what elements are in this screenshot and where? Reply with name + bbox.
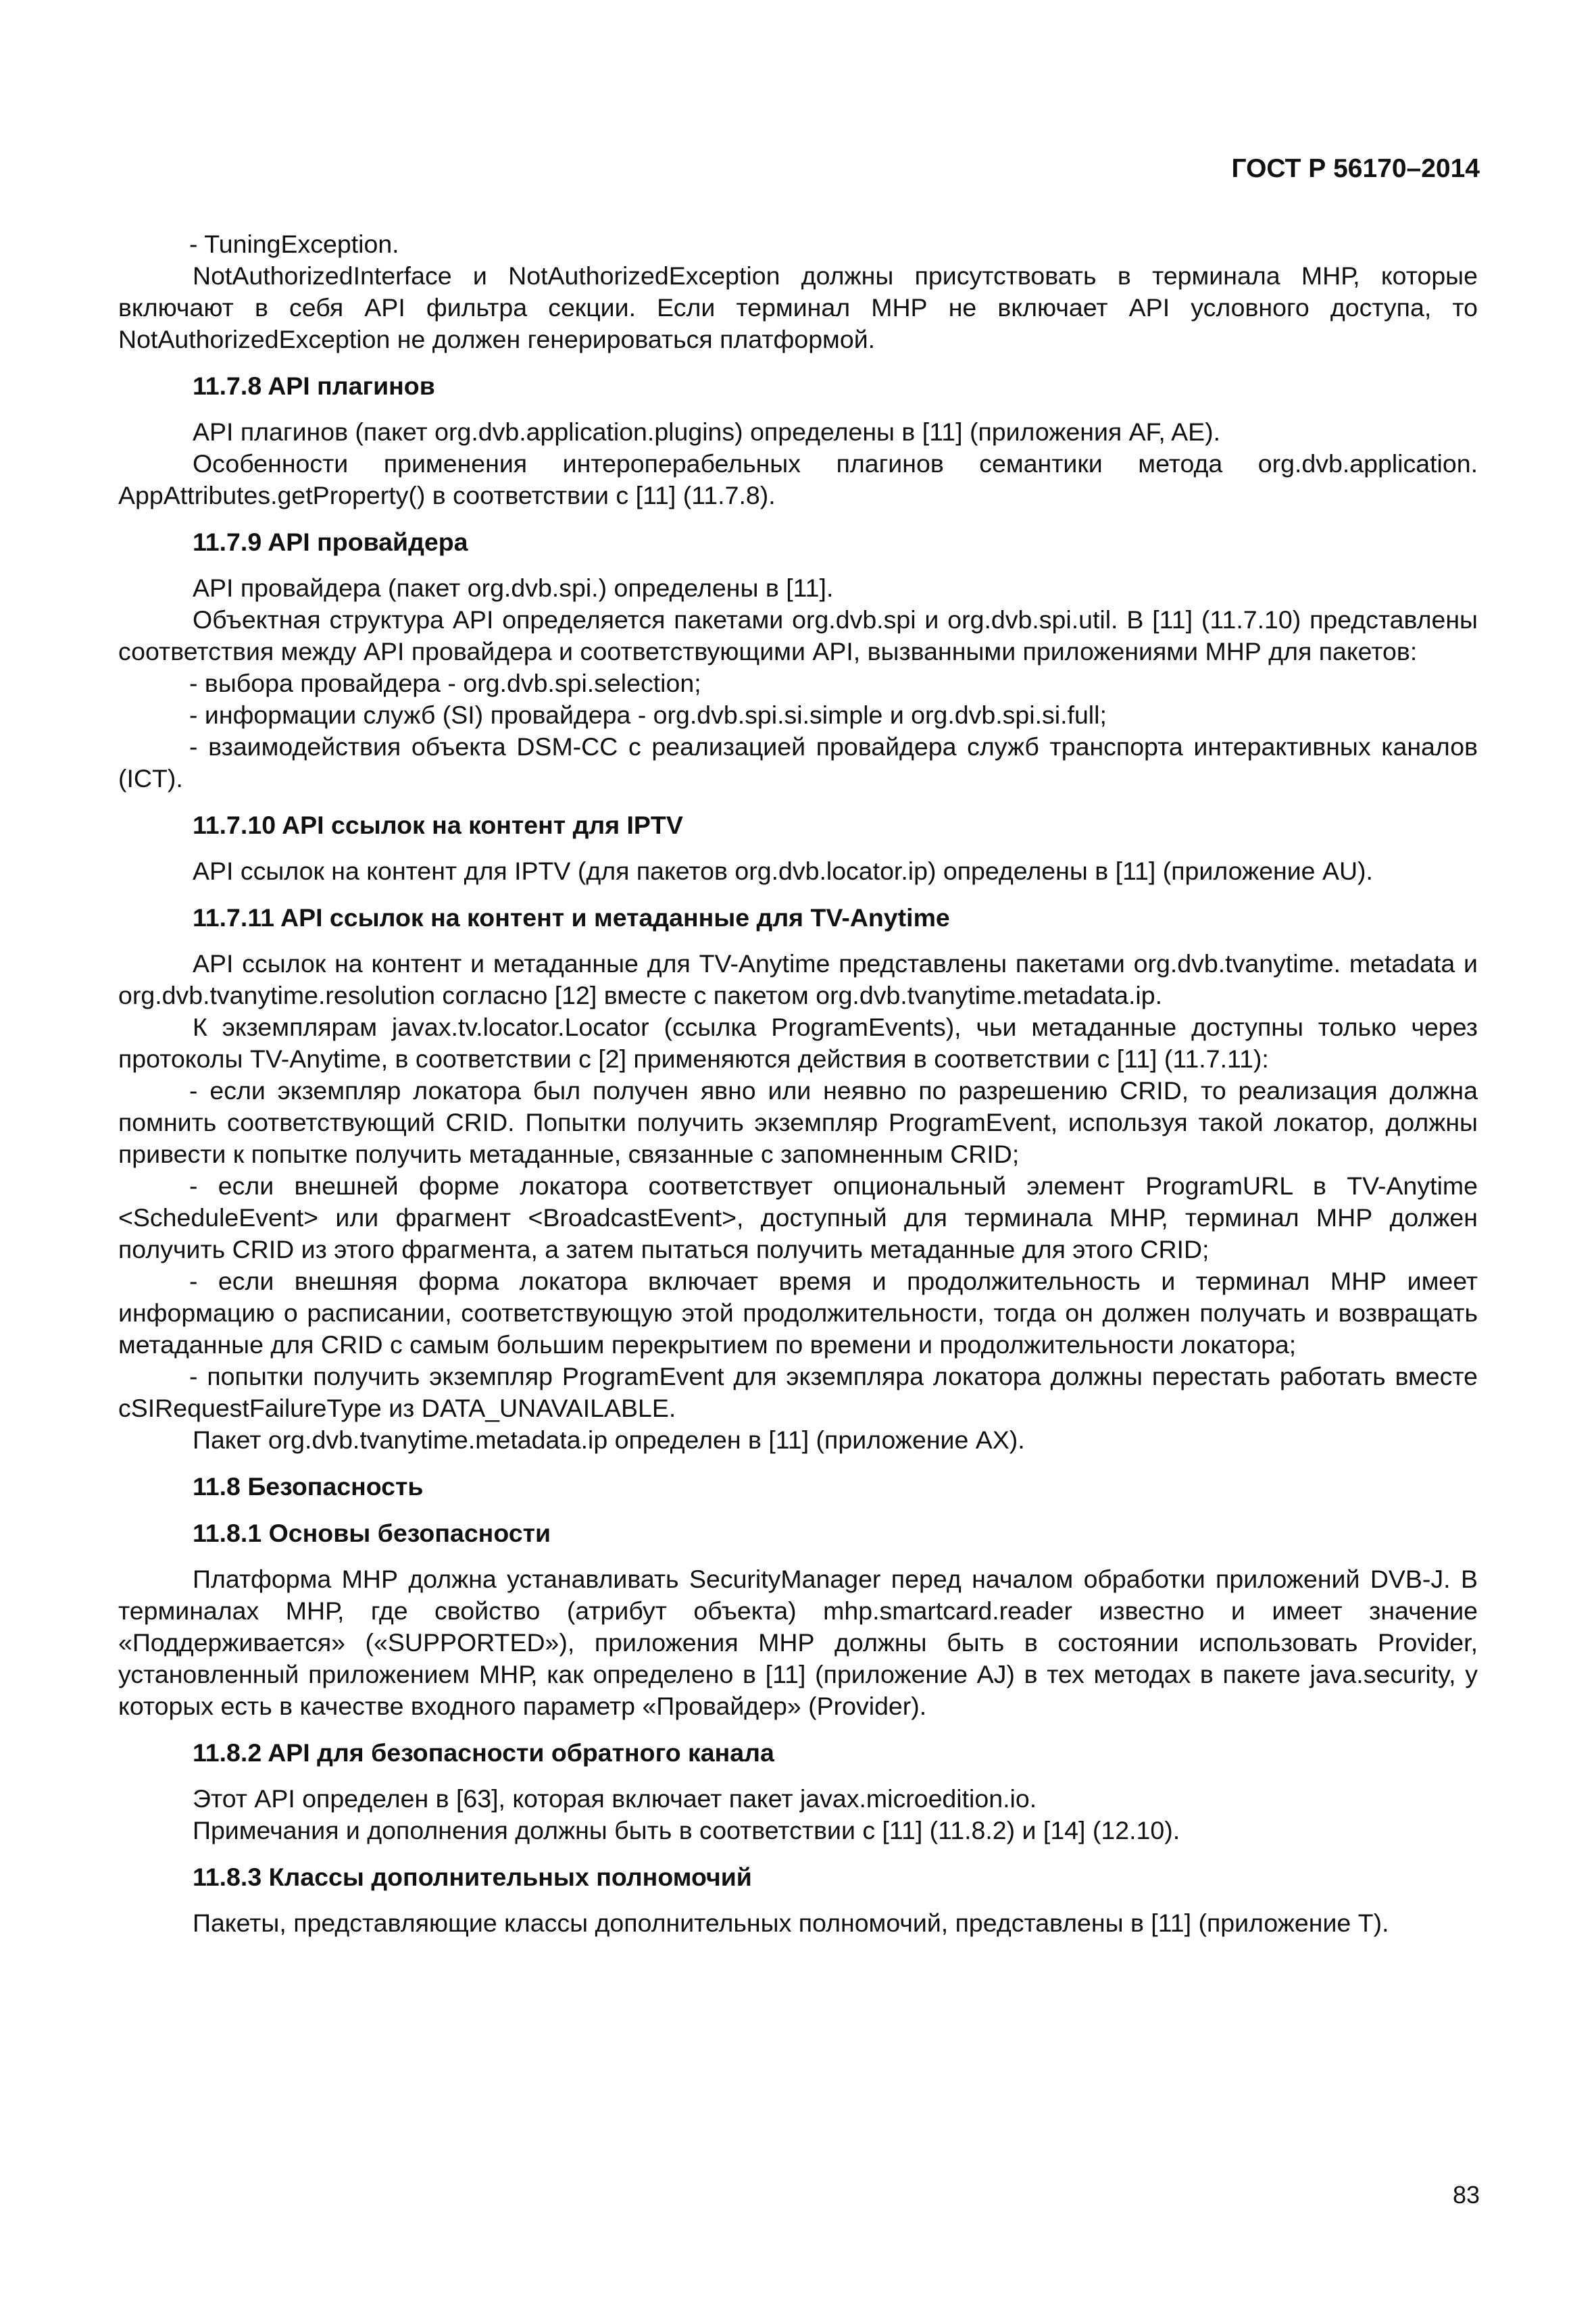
list-item: - информации служб (SI) провайдера - org.dvb.spi.si.simple и org.dvb.spi.si.full; bbox=[189, 701, 1107, 729]
document-header-id: ГОСТ Р 56170–2014 bbox=[1231, 154, 1480, 183]
list-item: - если внешняя форма локатора включает время и продолжительность и терминал МНР имеет информацию о расписании, соответствующую этой продолжительности, тогда он должен получать и возвращать метаданные для CRID с самым большим перекрытием по времени и продолжительности локатора; bbox=[118, 1267, 1478, 1359]
paragraph: Платформа МНР должна устанавливать SecurityManager перед началом обработки приложений DVB-J. В терминалах МНР, где свойство (атрибут объекта) mhp.smartcard.reader известно и имеет значение «Поддерживается» («SUPPORTED»), приложения МНР должны быть в состоянии использовать Provider, установленный приложением МНР, как определено в [11] (приложение AJ) в тех методах в пакете java.security, у которых есть в качестве входного параметр «Провайдер» (Provider). bbox=[118, 1565, 1478, 1720]
section-heading: 11.7.10 API ссылок на контент для IPTV bbox=[193, 811, 683, 839]
section-heading: 11.7.11 API ссылок на контент и метаданные для TV-Anytime bbox=[193, 903, 950, 932]
paragraph: API провайдера (пакет org.dvb.spi.) определены в [11]. bbox=[193, 574, 834, 602]
paragraph: К экземплярам javax.tv.locator.Locator (ссылка ProgramEvents), чьи метаданные доступны только через протоколы TV-Anytime, в соответствии с [2] применяются действия в соответствии с [11] (11.7.11): bbox=[118, 1013, 1478, 1073]
paragraph: API ссылок на контент для IPTV (для пакетов org.dvb.locator.ip) определены в [11] (приложение AU). bbox=[193, 857, 1373, 885]
paragraph: API ссылок на контент и метаданные для TV-Anytime представлены пакетами org.dvb.tvanytime. metadata и org.dvb.tvanytime.resolution согласно [12] вместе с пакетом org.dvb.tvanytime.metadata.ip. bbox=[118, 949, 1478, 1009]
list-item: - если экземпляр локатора был получен явно или неявно по разрешению CRID, то реализация должна помнить соответствующий CRID. Попытки получить экземпляр ProgramEvent, используя такой локатор, должны привести к попытке получить метаданные, связанные с запомненным CRID; bbox=[118, 1076, 1478, 1168]
section-heading: 11.7.8 API плагинов bbox=[193, 372, 435, 400]
list-item: - попытки получить экземпляр ProgramEvent для экземпляра локатора должны перестать работать вместе cSIRequestFailureType из DATA_UNAVAILABLE. bbox=[118, 1362, 1478, 1422]
paragraph: Объектная структура API определяется пакетами org.dvb.spi и org.dvb.spi.util. В [11] (11.7.10) представлены соответствия между API провайдера и соответствующими API, вызванными приложениями МНР для пакетов: bbox=[118, 605, 1478, 665]
paragraph: Особенности применения интероперабельных плагинов семантики метода org.dvb.application. AppAttributes.getProperty() в соответствии с [11] (11.7.8). bbox=[118, 449, 1478, 509]
paragraph: API плагинов (пакет org.dvb.application.plugins) определены в [11] (приложения AF, AE). bbox=[193, 418, 1221, 446]
paragraph: NotAuthorizedInterface и NotAuthorizedException должны присутствовать в терминала МНР, которые включают в себя API фильтра секции. Если терминал МНР не включает API условного доступа, то NotAuthorizedException не должен генерироваться платформой. bbox=[118, 261, 1478, 353]
section-heading: 11.8.2 API для безопасности обратного канала bbox=[193, 1738, 774, 1767]
section-heading: 11.8.3 Классы дополнительных полномочий bbox=[193, 1863, 752, 1891]
section-heading: 11.8 Безопасность bbox=[193, 1472, 424, 1501]
section-heading: 11.7.9 API провайдера bbox=[193, 528, 468, 556]
paragraph: Примечания и дополнения должны быть в соответствии с [11] (11.8.2) и [14] (12.10). bbox=[193, 1816, 1180, 1844]
list-item: - если внешней форме локатора соответствует опциональный элемент ProgramURL в TV-Anytime <ScheduleEvent> или фрагмент <BroadcastEvent>, доступный для терминала МНР, терминал МНР должен получить CRID из этого фрагмента, а затем пытаться получить метаданные для этого CRID; bbox=[118, 1172, 1478, 1263]
list-item: - взаимодействия объекта DSM-CC с реализацией провайдера служб транспорта интерактивных каналов (ICT). bbox=[118, 732, 1478, 793]
list-item: - выбора провайдера - org.dvb.spi.selection; bbox=[189, 669, 701, 697]
paragraph: Этот API определен в [63], которая включает пакет javax.microedition.io. bbox=[193, 1784, 1037, 1813]
paragraph: Пакеты, представляющие классы дополнительных полномочий, представлены в [11] (приложение T). bbox=[193, 1909, 1389, 1937]
paragraph: Пакет org.dvb.tvanytime.metadata.ip определен в [11] (приложение AX). bbox=[193, 1426, 1025, 1454]
page-number: 83 bbox=[1452, 2181, 1480, 2209]
document-body bbox=[118, 228, 1478, 1939]
section-heading: 11.8.1 Основы безопасности bbox=[193, 1519, 551, 1547]
list-item: - TuningException. bbox=[189, 230, 399, 258]
